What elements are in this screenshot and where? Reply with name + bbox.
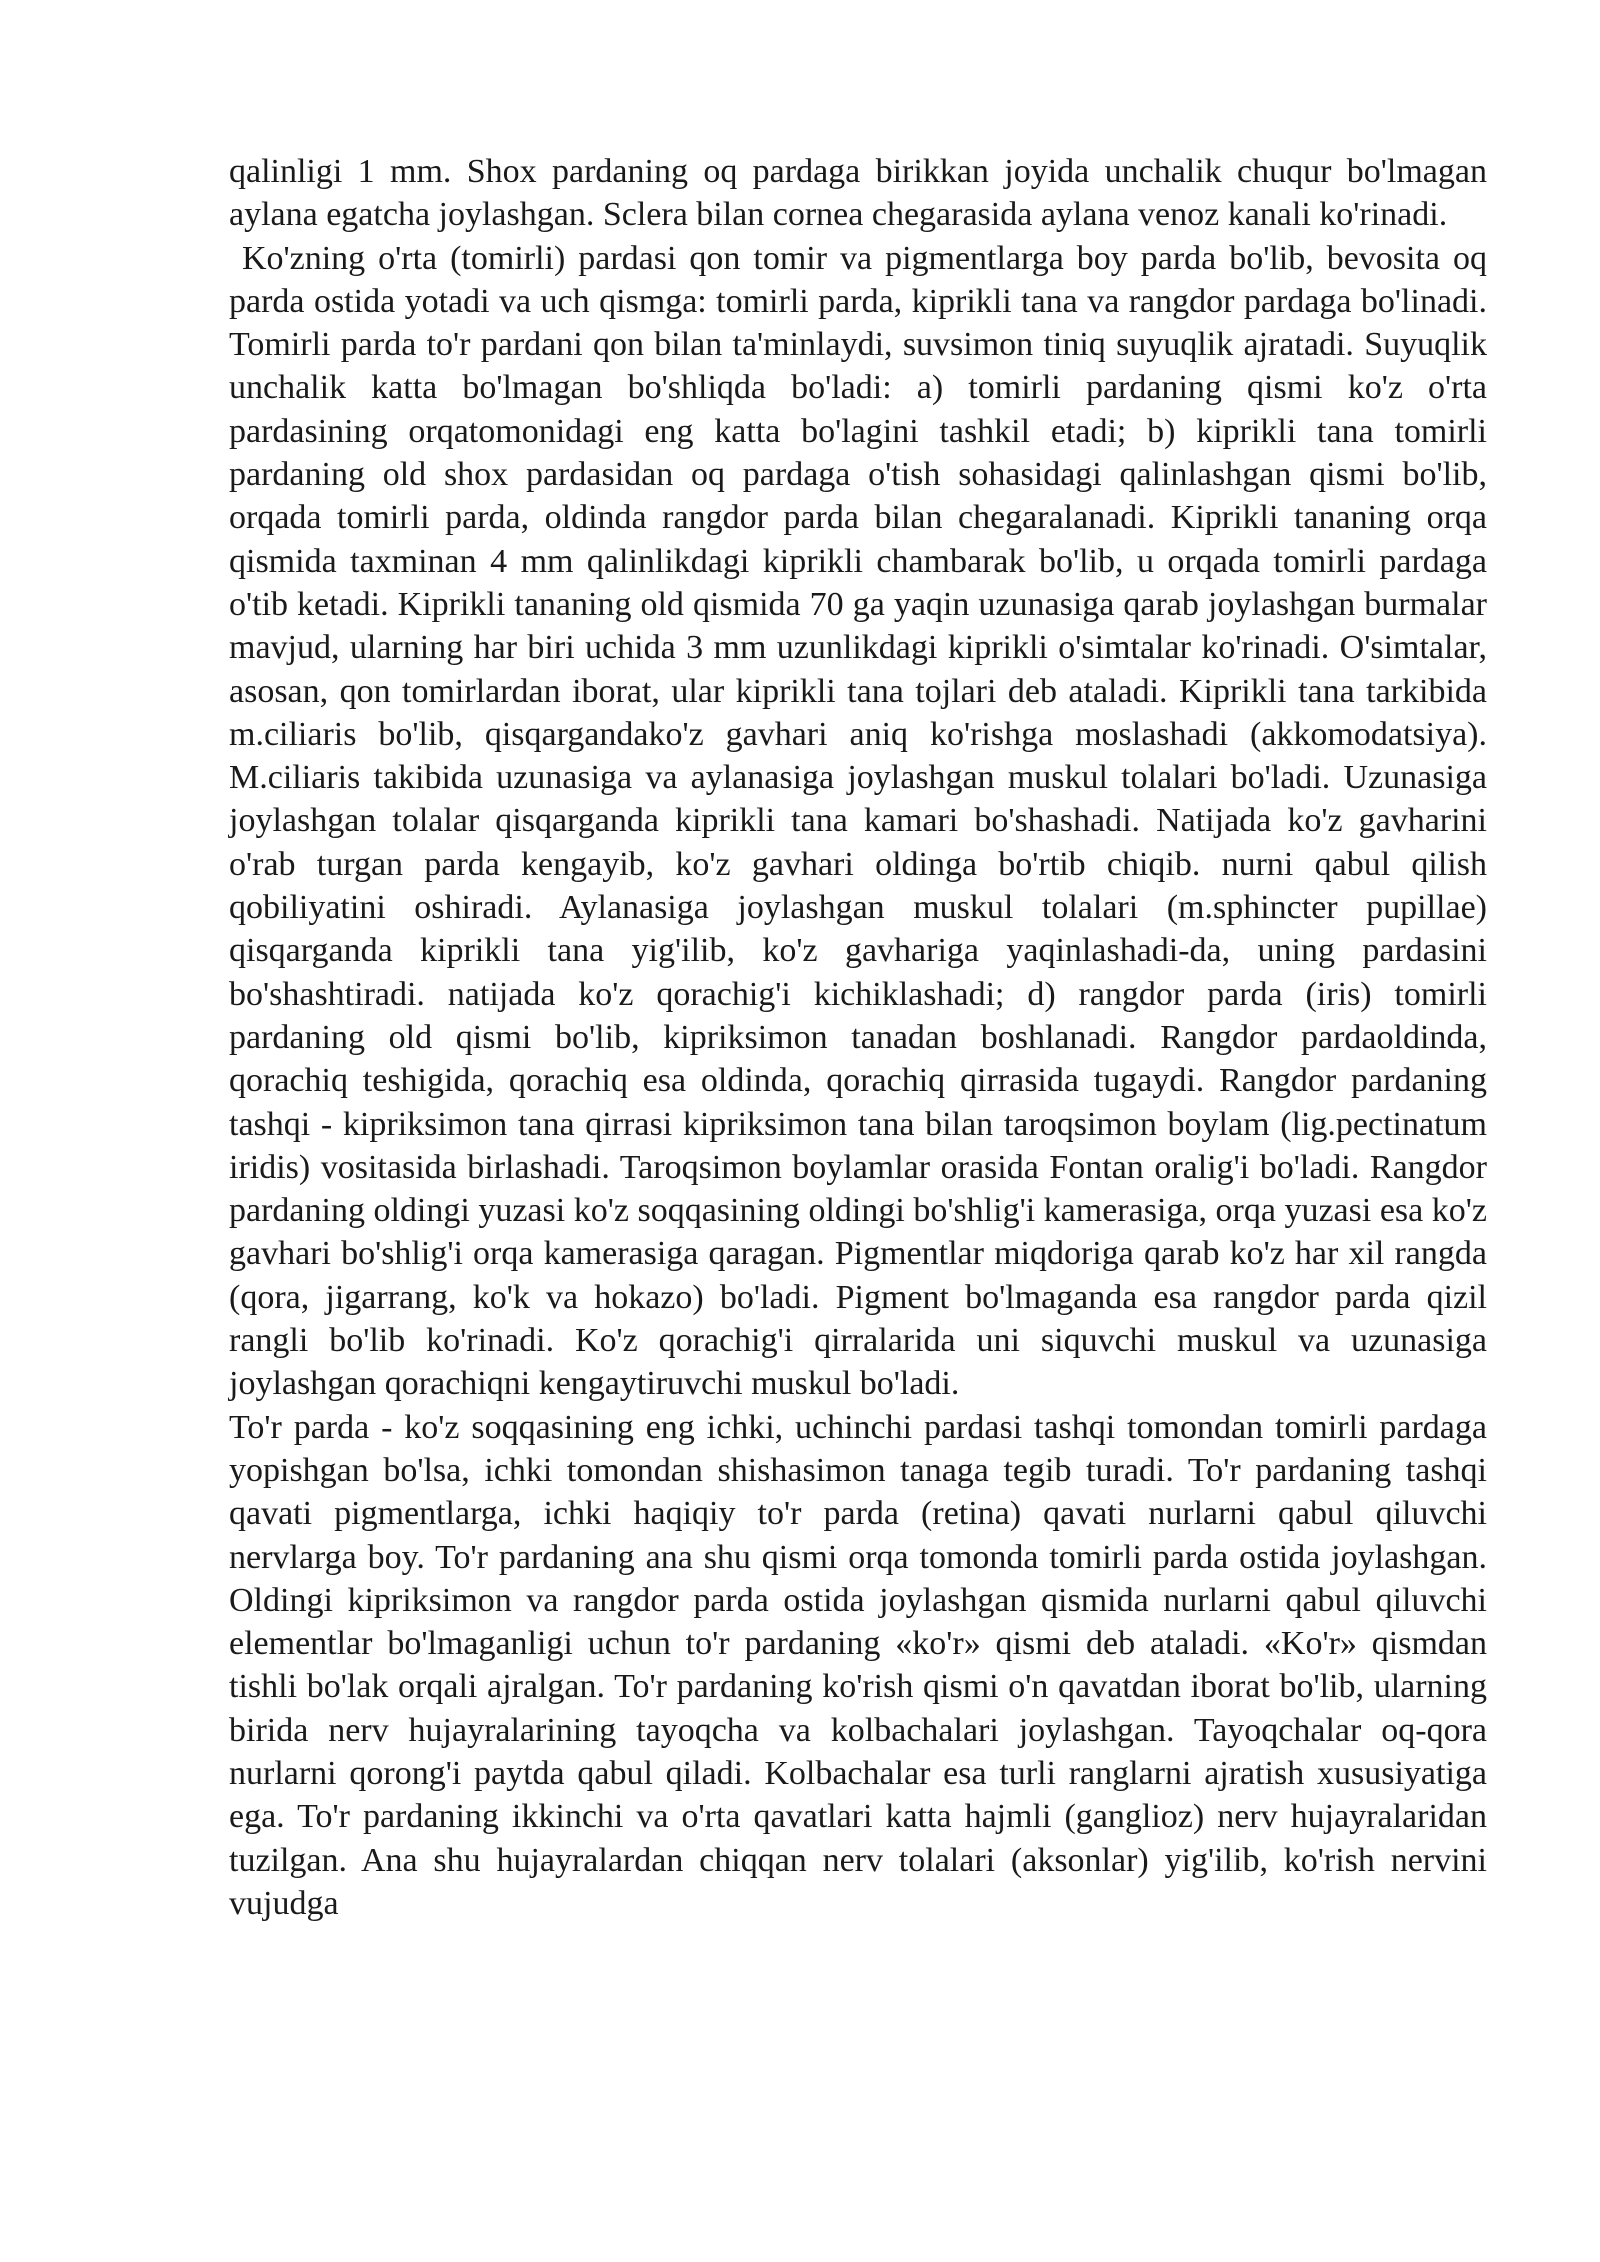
paragraph-2: Ko'zning o'rta (tomirli) pardasi qon tomir va pigmentlarga boy parda bo'lib, bevosita oq parda ostida yotadi va uch qismga: tomirli parda, kiprikli tana va rangdor pardaga bo'linadi. Tomirli parda to'r pardani qon bilan ta'minlaydi, suvsimon tiniq suyuqlik ajratadi. Suyuqlik unchalik katta bo'lmagan bo'shliqda bo'ladi: a) tomirli pardaning qismi ko'z o'rta pardasining orqatomonidagi eng katta bo'lagini tashkil etadi; b) kiprikli tana tomirli pardaning old shox pardasidan oq pardaga o'tish sohasidagi qalinlashgan qismi bo'lib, orqada tomirli parda, oldinda rangdor parda bilan chegaralanadi. Kiprikli tananing orqa qismida taxminan 4 mm qalinlikdagi kiprikli chambarak bo'lib, u orqada tomirli pardaga o'tib ketadi. Kiprikli tananing old qismida 70 ga yaqin uzunasiga qarab joylashgan burmalar mavjud, ularning har biri uchida 3 mm uzunlikdagi kiprikli o'simtalar ko'rinadi. O'simtalar, asosan, qon tomirlardan iborat, ular kiprikli tana tojlari deb ataladi. Kiprikli tana tarkibida m.ciliaris bo'lib, qisqargandako'z gavhari aniq ko'rishga moslashadi (akkomodatsiya). M.ciliaris takibida uzunasiga va aylanasiga joylashgan muskul tolalari bo'ladi. Uzunasiga joylashgan tolalar qisqarganda kiprikli tana kamari bo'shashadi. Natijada ko'z gavharini o'rab turgan parda kengayib, ko'z gavhari oldinga bo'rtib chiqib. nurni qabul qilish qobiliyatini oshiradi. Aylanasiga joylashgan muskul tolalari (m.sphincter pupillae) qisqarganda kiprikli tana yig'ilib, ko'z gavhariga yaqinlashadi-da, uning pardasini bo'shashtiradi. natijada ko'z qorachig'i kichiklashadi; d) rangdor parda (iris) tomirli pardaning old qismi bo'lib, kipriksimon tanadan boshlanadi. Rangdor pardaoldinda, qorachiq teshigida, qorachiq esa oldinda, qorachiq qirrasida tugaydi. Rangdor pardaning tashqi - kipriksimon tana qirrasi kipriksimon tana bilan taroqsimon boylam (lig.pectinatum iridis) vositasida birlashadi. Taroqsimon boylamlar orasida Fontan oralig'i bo'ladi. Rangdor pardaning oldingi yuzasi ko'z soqqasining oldingi bo'shlig'i kamerasiga, orqa yuzasi esa ko'z gavhari bo'shlig'i orqa kamerasiga qaragan. Pigmentlar miqdoriga qarab ko'z har xil rangda (qora, jigarrang, ko'k va hokazo) bo'ladi. Pigment bo'lmaganda esa rangdor parda qizil rangli bo'lib ko'rinadi. Ko'z qorachig'i qirralarida uni siquvchi muskul va uzunasiga joylashgan qorachiqni kengaytiruvchi muskul bo'ladi. bbox=[229, 239, 1496, 1403]
body-text bbox=[229, 150, 1496, 1925]
paragraph-1: qalinligi 1 mm. Shox pardaning oq pardaga birikkan joyida unchalik chuqur bo'lmagan aylana egatcha joylashgan. Sclera bilan cornea chegarasida aylana venoz kanali ko'rinadi. bbox=[229, 153, 1487, 234]
paragraph-3: To'r parda - ko'z soqqasining eng ichki, uchinchi pardasi tashqi tomondan tomirli pardaga yopishgan bo'lsa, ichki tomondan shishasimon tanaga tegib turadi. To'r pardaning tashqi qavati pigmentlarga, ichki haqiqiy to'r parda (retina) qavati nurlarni qabul qiluvchi nervlarga boy. To'r pardaning ana shu qismi orqa tomonda tomirli parda ostida joylashgan. Oldingi kipriksimon va rangdor parda ostida joylashgan qismida nurlarni qabul qiluvchi elementlar bo'lmaganligi uchun to'r pardaning «ko'r» qismi deb ataladi. «Ko'r» qismdan tishli bo'lak orqali ajralgan. To'r pardaning ko'rish qismi o'n qavatdan iborat bo'lib, ularning birida nerv hujayralarining tayoqcha va kolbachalari joylashgan. Tayoqchalar oq-qora nurlarni qorong'i paytda qabul qiladi. Kolbachalar esa turli ranglarni ajratish xususiyatiga ega. To'r pardaning ikkinchi va o'rta qavatlari katta hajmli (ganglioz) nerv hujayralaridan tuzilgan. Ana shu hujayralardan chiqqan nerv tolalari (aksonlar) yig'ilib, ko'rish nervini vujudga bbox=[229, 1408, 1487, 1922]
